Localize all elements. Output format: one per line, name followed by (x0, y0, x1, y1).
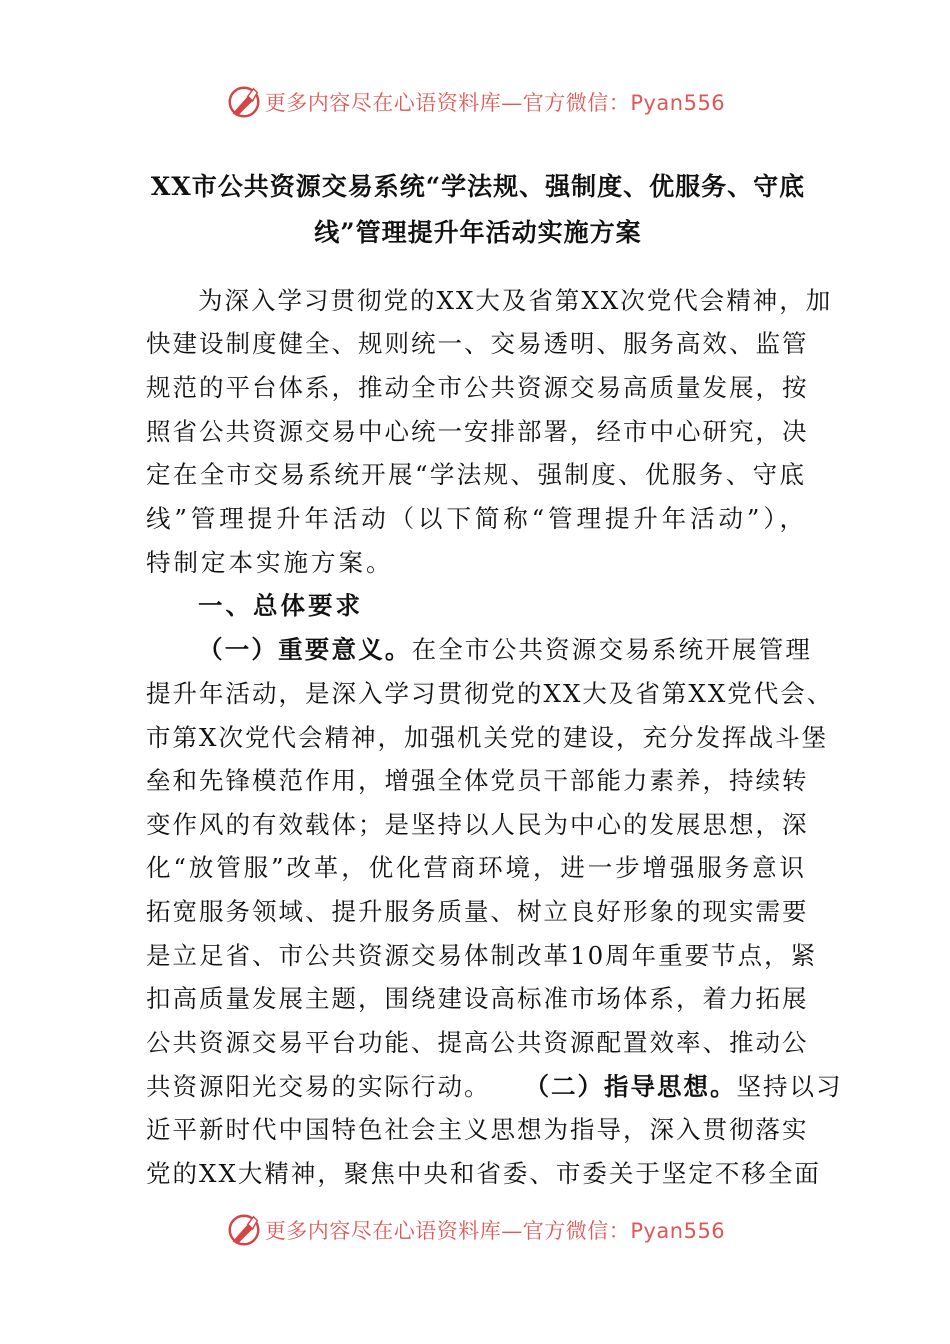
title-line: 线”管理提升年活动实施方案 (314, 218, 642, 247)
footer-watermark (0, 1208, 950, 1252)
body-line: 共资源阳光交易的实际行动。 （二）指导思想。坚持以习 (146, 1072, 843, 1101)
body-line: 化“放管服”改革，优化营商环境，进一步增强服务意识 (146, 853, 806, 882)
subsection-heading: （一）重要意义。 (198, 635, 412, 664)
body-line: 变作风的有效载体；是坚持以人民为中心的发展思想，深 (146, 810, 809, 839)
subsection-heading: （二）指导思想。 (524, 1072, 737, 1101)
watermark-text: 更多内容尽在心语资料库—官方微信：Pyan556 (264, 91, 726, 115)
body-line: 照省公共资源交易中心统一安排部署，经市中心研究，决 (146, 417, 809, 446)
section-heading: 一、总体要求 (198, 591, 363, 620)
body-line: 扣高质量发展主题，围绕建设高标准市场体系，着力拓展 (146, 984, 809, 1013)
body-line: 特制定本实施方案。 (146, 548, 394, 577)
body-line: 市第X次党代会精神，加强机关党的建设，充分发挥战斗堡 (146, 723, 828, 752)
body-line: 快建设制度健全、规则统一、交易透明、服务高效、监管 (146, 329, 809, 358)
body-line: 党的XX大精神，聚焦中央和省委、市委关于坚定不移全面 (146, 1159, 821, 1188)
body-line: 线”管理提升年活动（以下简称“管理提升年活动”）， (146, 504, 806, 533)
pen-logo-icon (225, 83, 263, 121)
body-line: 垒和先锋模范作用，增强全体党员干部能力素养，持续转 (146, 766, 809, 795)
body-line: （一）重要意义。在全市公共资源交易系统开展管理 (198, 635, 813, 664)
body-line: 近平新时代中国特色社会主义思想为指导，深入贯彻落实 (146, 1115, 809, 1144)
body-line: 提升年活动，是深入学习贯彻党的XX大及省第XX党代会、 (146, 679, 834, 708)
title-line: XX市公共资源交易系统“学法规、强制度、优服务、守底 (150, 172, 806, 201)
pen-logo-icon (225, 1211, 263, 1249)
body-line: 是立足省、市公共资源交易体制改革10周年重要节点，紧 (146, 941, 818, 970)
document-title (148, 164, 808, 256)
body-line: 规范的平台体系，推动全市公共资源交易高质量发展，按 (146, 373, 809, 402)
header-watermark (0, 80, 950, 124)
body-line: 公共资源交易平台功能、提高公共资源配置效率、推动公 (146, 1028, 809, 1057)
body-line: 定在全市交易系统开展“学法规、强制度、优服务、守底 (146, 460, 806, 489)
body-line: 为深入学习贯彻党的XX大及省第XX次党代会精神，加 (198, 286, 833, 315)
body-line: 拓宽服务领域、提升服务质量、树立良好形象的现实需要 (146, 897, 809, 926)
watermark-text: 更多内容尽在心语资料库—官方微信：Pyan556 (264, 1219, 726, 1243)
